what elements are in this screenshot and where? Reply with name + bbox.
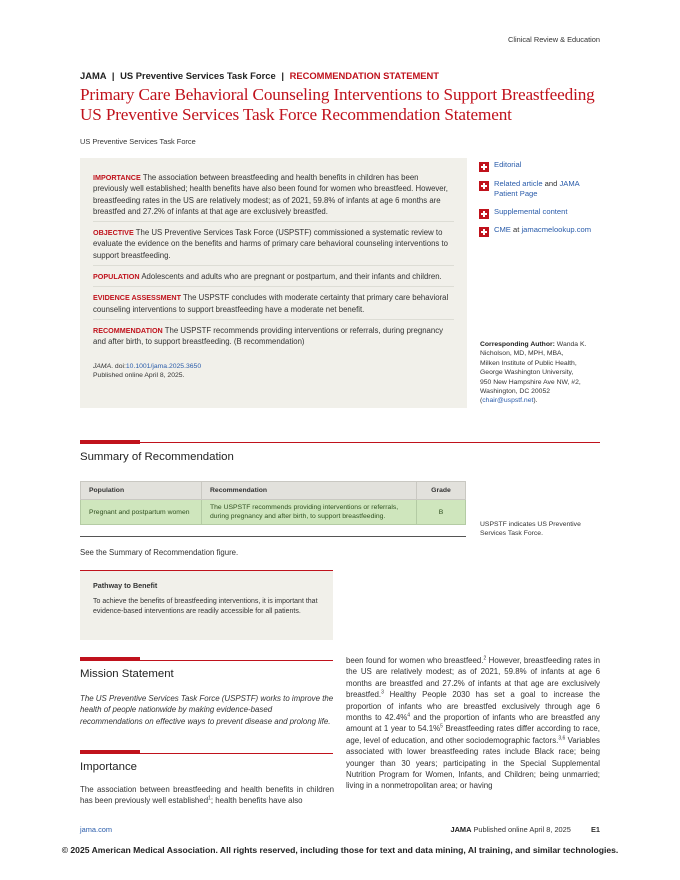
cme-site-link[interactable]: jamacmelookup.com (521, 225, 592, 234)
reference-sup[interactable]: 1 (208, 795, 211, 802)
journal-line (80, 70, 439, 81)
separator: | (111, 70, 115, 81)
abstract-recommendation (93, 325, 454, 352)
cell-recommendation: The USPSTF recommends providing interventions or referrals, during pregnancy and after birth, to support breastfeeding. (202, 500, 417, 525)
footer-journal: JAMA (450, 825, 472, 834)
abstract-objective (93, 227, 454, 266)
section-rule (80, 440, 140, 444)
separator: | (281, 70, 284, 81)
abstract-population (93, 271, 454, 287)
copyright-notice: © 2025 American Medical Association. All rights reserved, including those for text and data mining, AI training, and similar technologies. (61, 845, 619, 855)
plus-icon (479, 227, 489, 237)
abstract-importance (93, 172, 454, 222)
recommendation-label: RECOMMENDATION (93, 325, 163, 335)
footer-site-link[interactable]: jama.com (80, 825, 113, 834)
importance-text-a: The association between breastfeeding and health benefits in children has been previously well established (80, 785, 334, 806)
cell-population: Pregnant and postpartum women (81, 500, 202, 525)
importance-text-b: ; health benefits have also (210, 796, 303, 806)
cme-link[interactable] (494, 225, 591, 235)
population-label: POPULATION (93, 272, 140, 282)
body-text: Healthy People 2030 has set a goal to increase the proportion of infants who are breastfed exclusively through age 6 months to 42.4% (346, 690, 600, 723)
corr-line: Wanda K. (556, 341, 587, 348)
objective-text: The US Preventive Services Task Force (USPSTF) commissioned a systematic review to evaluate the evidence on the benefits and harms of primary care behavioral counseling interventions to support breastfeeding. (93, 228, 448, 260)
paren: ( (480, 397, 483, 405)
body-text: Breastfeeding rates differ according to race, age, level of education, and other sociodemographic factors. (346, 724, 601, 745)
body-column-right (346, 655, 600, 792)
pathway-text: To achieve the benefits of breastfeeding interventions, it is important that evidence-based interventions are readily accessible for all patients. (93, 598, 318, 615)
corr-line: Milken Institute of Public Health, (480, 359, 577, 367)
running-head: Clinical Review & Education (507, 35, 600, 44)
cell-grade: B (417, 500, 466, 525)
plus-icon (479, 162, 489, 172)
summary-heading: Summary of Recommendation (80, 451, 234, 463)
reference-sup[interactable]: 3,6 (558, 735, 566, 742)
section-name: US Preventive Services Task Force (120, 70, 276, 81)
section-rule (80, 750, 140, 754)
cme-label[interactable]: CME (494, 225, 511, 234)
article-type: RECOMMENDATION STATEMENT (289, 70, 440, 81)
reference-sup[interactable]: 5 (440, 723, 443, 730)
reference-sup[interactable]: 2 (483, 655, 487, 662)
table-header-row (81, 482, 466, 500)
body-text: Variables associated with lower breastfeeding rates include Black race; being younger than 30 years; participating in the Special Supplemental Nutrition Program for Women, Infants, and Children; being unmarried; living in a nonmetropolitan area; or having (346, 735, 600, 791)
table-bottom-rule (80, 536, 466, 537)
pathway-title: Pathway to Benefit (93, 581, 158, 590)
section-rule-line (140, 442, 600, 443)
table-row (81, 500, 466, 525)
corresponding-author (480, 340, 605, 406)
abstract-evidence (93, 292, 454, 320)
author-line: US Preventive Services Task Force (80, 137, 196, 146)
paren: ). (533, 397, 538, 405)
mission-text: The US Preventive Services Task Force (USPSTF) works to improve the health of people nationwide by making evidence-based recommendations on effective ways to prevent disease and prolong life. (80, 694, 334, 726)
footer-published: Published online April 8, 2025 (473, 825, 571, 834)
body-text: and the proportion of infants who are breastfed any amount at 1 year to 54.1% (346, 713, 600, 734)
corr-line: Washington, DC 20052 (480, 388, 551, 396)
and-text: and (544, 179, 558, 188)
plus-icon (479, 209, 489, 219)
related-article-link[interactable] (494, 179, 580, 199)
pathway-box (80, 570, 333, 640)
reference-sup[interactable]: 4 (407, 712, 411, 719)
recommendation-table (80, 481, 466, 525)
corr-line: Nicholson, MD, MPH, MBA, (480, 350, 564, 358)
footer-info (450, 825, 600, 834)
objective-label: OBJECTIVE (93, 228, 134, 238)
header-recommendation: Recommendation (202, 482, 417, 500)
header-population: Population (81, 482, 202, 500)
published-date: Published online April 8, 2025. (93, 372, 185, 380)
citation (93, 362, 454, 381)
article-title: Primary Care Behavioral Counseling Interventions to Support Breastfeeding (80, 85, 595, 104)
section-rule-line (140, 753, 333, 754)
corr-line: George Washington University, (480, 369, 574, 377)
jama-label[interactable]: JAMA (559, 179, 580, 188)
at-text: at (513, 225, 520, 234)
section-rule-line (140, 660, 333, 661)
journal-name: JAMA (80, 70, 107, 81)
importance-text (80, 784, 334, 807)
reference-sup[interactable]: 3 (381, 689, 384, 696)
plus-icon (479, 181, 489, 191)
citation-journal: JAMA (93, 362, 112, 370)
doi-prefix: . doi: (111, 362, 126, 370)
uspstf-note: USPSTF indicates US Preventive Services Task Force. (480, 521, 581, 538)
editorial-link[interactable]: Editorial (494, 160, 522, 169)
recommendation-text: The USPSTF recommends providing interventions or referrals, during pregnancy and after birth, to support breastfeeding. (B recommendation) (93, 325, 443, 347)
article-subtitle: US Preventive Services Task Force Recommendation Statement (80, 105, 512, 124)
evidence-text: The USPSTF concludes with moderate certainty that primary care behavioral counseling interventions to support breastfeeding have a moderate net benefit. (93, 293, 449, 314)
corresponding-author-label: Corresponding Author: (480, 341, 555, 348)
page-number: E1 (590, 825, 600, 834)
doi-link[interactable]: 10.1001/jama.2025.3650 (125, 362, 202, 370)
supplemental-content-link[interactable]: Supplemental content (494, 207, 568, 216)
body-text: However, breastfeeding rates in the US are relatively modest; as of 2021, 59.8% of infants at age 6 months are breastfed and 27.2% of infants at that age are exclusively breastfed. (346, 656, 600, 700)
mission-heading: Mission Statement (80, 668, 174, 680)
corr-line: 950 New Hampshire Ave NW, #2, (480, 378, 581, 386)
evidence-label: EVIDENCE ASSESSMENT (93, 293, 181, 303)
see-summary-note: See the Summary of Recommendation figure. (80, 548, 239, 557)
importance-heading: Importance (80, 761, 137, 773)
email-link[interactable]: chair@uspstf.net (482, 397, 534, 405)
section-rule (80, 657, 140, 661)
patient-page-link[interactable]: Patient Page (494, 189, 538, 198)
body-text: been found for women who breastfeed. (346, 656, 484, 665)
importance-text: The association between breastfeeding and health benefits in children has been previously well established; health benefits have also been found for women who breastfeed. However, breastfeeding rates in the US are relatively modest; as of 2021, 59.8% of infants at age 6 months are breastfed and 27.2% of infants at that age are exclusively breastfed. (93, 173, 448, 216)
header-grade: Grade (417, 482, 466, 500)
population-text: Adolescents and adults who are pregnant or postpartum, and their infants and children. (141, 272, 442, 282)
related-article-label[interactable]: Related article (494, 179, 543, 188)
importance-label: IMPORTANCE (93, 173, 141, 182)
abstract-box (80, 158, 467, 408)
